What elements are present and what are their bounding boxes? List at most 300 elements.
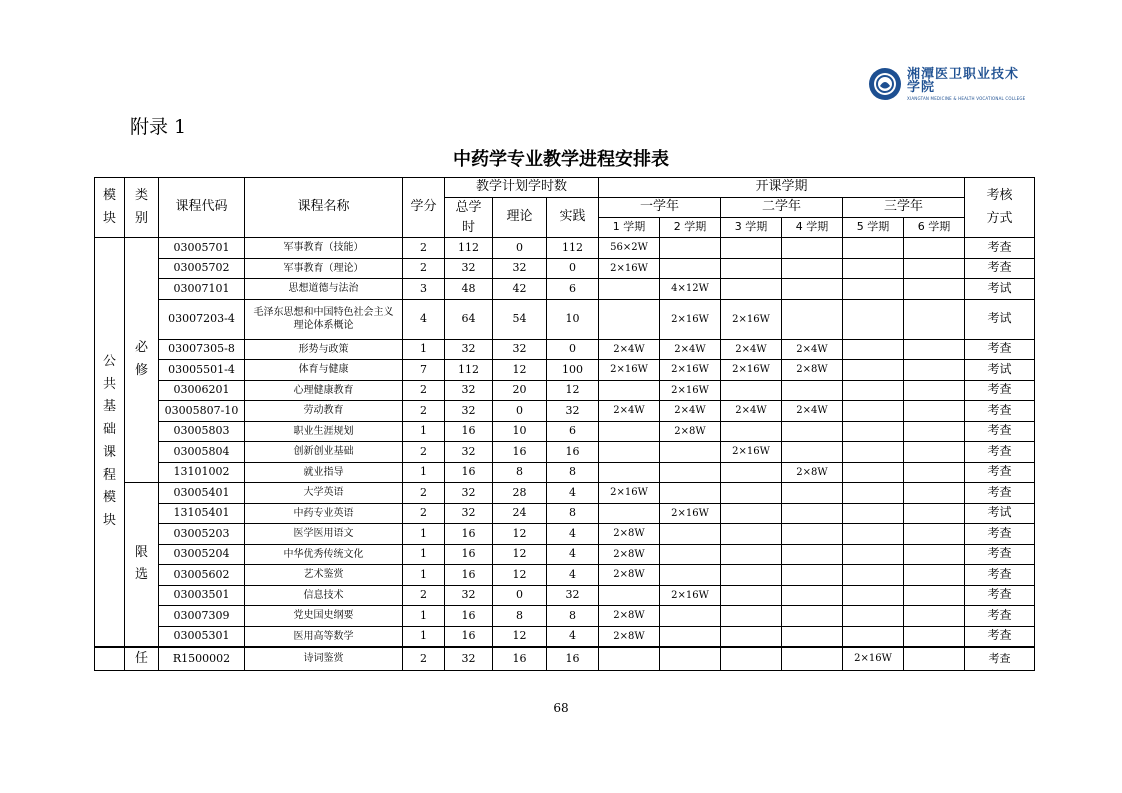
table-row xyxy=(95,339,1035,360)
semester-2-cell: 2×4W xyxy=(660,339,721,360)
practice-hours-cell: 4 xyxy=(547,524,599,545)
course-code: 03003501 xyxy=(159,585,245,606)
assessment-cell: 考查 xyxy=(965,565,1035,586)
category-elective-cell: 限 选 xyxy=(125,483,159,647)
semester-6-cell xyxy=(904,279,965,300)
semester-4-cell: 2×4W xyxy=(782,339,843,360)
semester-4-header: 4 学期 xyxy=(782,218,843,238)
semester-6-cell xyxy=(904,462,965,483)
credit-cell: 1 xyxy=(403,339,445,360)
practice-hours-cell: 6 xyxy=(547,279,599,300)
total-hours-cell: 32 xyxy=(445,483,493,504)
semester-2-cell xyxy=(660,524,721,545)
semester-4-cell xyxy=(782,647,843,671)
semester-6-cell xyxy=(904,299,965,339)
semester-6-cell xyxy=(904,442,965,463)
semester-4-cell xyxy=(782,421,843,442)
code-header: 课程代码 xyxy=(159,178,245,238)
theory-hours-cell: 54 xyxy=(493,299,547,339)
semester-1-cell: 56×2W xyxy=(599,238,660,259)
semester-3-cell xyxy=(721,258,782,279)
credit-cell: 2 xyxy=(403,503,445,524)
semester-4-cell xyxy=(782,238,843,259)
theory-hours-cell: 12 xyxy=(493,524,547,545)
total-hours-cell: 112 xyxy=(445,360,493,381)
course-code: 03007309 xyxy=(159,606,245,627)
semester-1-cell: 2×16W xyxy=(599,483,660,504)
credit-cell: 2 xyxy=(403,442,445,463)
course-name: 中华优秀传统文化 xyxy=(245,544,403,565)
table-row xyxy=(95,544,1035,565)
assessment-cell: 考查 xyxy=(965,483,1035,504)
semester-1-cell: 2×16W xyxy=(599,258,660,279)
semester-2-cell: 2×16W xyxy=(660,360,721,381)
theory-hours-cell: 32 xyxy=(493,339,547,360)
semester-1-cell xyxy=(599,647,660,671)
assessment-header: 考核 方式 xyxy=(965,178,1035,238)
semester-6-cell xyxy=(904,503,965,524)
total-hours-cell: 48 xyxy=(445,279,493,300)
course-name: 形势与政策 xyxy=(245,339,403,360)
course-name: 军事教育（技能） xyxy=(245,238,403,259)
semester-3-cell xyxy=(721,544,782,565)
table-row xyxy=(95,421,1035,442)
table-row xyxy=(95,626,1035,647)
assessment-cell: 考查 xyxy=(965,647,1035,671)
semester-4-cell: 2×8W xyxy=(782,360,843,381)
semester-4-cell xyxy=(782,606,843,627)
year-2-header: 二学年 xyxy=(721,198,843,218)
semester-1-cell: 2×8W xyxy=(599,524,660,545)
semester-3-cell xyxy=(721,279,782,300)
credit-header: 学分 xyxy=(403,178,445,238)
semester-3-cell xyxy=(721,626,782,647)
year-3-header: 三学年 xyxy=(843,198,965,218)
practice-hours-cell: 32 xyxy=(547,401,599,422)
college-name: 湘潭医卫职业技术学院 xyxy=(907,66,1020,95)
semester-1-cell xyxy=(599,380,660,401)
course-name: 心理健康教育 xyxy=(245,380,403,401)
semester-5-cell xyxy=(843,524,904,545)
course-code: 03007305-8 xyxy=(159,339,245,360)
semester-5-cell xyxy=(843,360,904,381)
total-hours-cell: 32 xyxy=(445,503,493,524)
semester-3-cell xyxy=(721,503,782,524)
semester-6-cell xyxy=(904,483,965,504)
semester-4-cell xyxy=(782,299,843,339)
year-1-header: 一学年 xyxy=(599,198,721,218)
course-name: 党史国史纲要 xyxy=(245,606,403,627)
theory-hours-cell: 10 xyxy=(493,421,547,442)
semester-2-cell: 2×16W xyxy=(660,585,721,606)
semester-5-cell xyxy=(843,380,904,401)
theory-hours-cell: 32 xyxy=(493,258,547,279)
page-number: 68 xyxy=(553,701,569,715)
semester-4-cell xyxy=(782,524,843,545)
semester-4-cell xyxy=(782,626,843,647)
theory-hours-cell: 12 xyxy=(493,544,547,565)
table-row xyxy=(95,442,1035,463)
total-hours-cell: 16 xyxy=(445,462,493,483)
total-hours-cell: 32 xyxy=(445,258,493,279)
semester-3-cell xyxy=(721,647,782,671)
assessment-cell: 考查 xyxy=(965,606,1035,627)
assessment-cell: 考查 xyxy=(965,339,1035,360)
semester-5-cell xyxy=(843,401,904,422)
practice-hours-cell: 6 xyxy=(547,421,599,442)
practice-header: 实践 xyxy=(547,198,599,238)
course-name: 信息技术 xyxy=(245,585,403,606)
table-row xyxy=(95,380,1035,401)
practice-hours-cell: 4 xyxy=(547,544,599,565)
semester-5-cell xyxy=(843,626,904,647)
practice-hours-cell: 4 xyxy=(547,626,599,647)
assessment-cell: 考试 xyxy=(965,279,1035,300)
semester-6-cell xyxy=(904,238,965,259)
name-header: 课程名称 xyxy=(245,178,403,238)
table-row xyxy=(95,462,1035,483)
table-row xyxy=(95,503,1035,524)
semester-3-cell xyxy=(721,462,782,483)
semester-3-header: 3 学期 xyxy=(721,218,782,238)
assessment-cell: 考查 xyxy=(965,401,1035,422)
semester-1-header: 1 学期 xyxy=(599,218,660,238)
semester-5-cell xyxy=(843,606,904,627)
college-emblem-icon xyxy=(868,67,902,101)
semester-2-cell xyxy=(660,565,721,586)
course-name: 军事教育（理论） xyxy=(245,258,403,279)
credit-cell: 2 xyxy=(403,380,445,401)
semester-4-cell xyxy=(782,565,843,586)
practice-hours-cell: 0 xyxy=(547,258,599,279)
course-name: 劳动教育 xyxy=(245,401,403,422)
semester-3-cell: 2×4W xyxy=(721,401,782,422)
practice-hours-cell: 8 xyxy=(547,503,599,524)
credit-cell: 2 xyxy=(403,483,445,504)
course-code: 03005701 xyxy=(159,238,245,259)
semester-5-cell xyxy=(843,462,904,483)
practice-hours-cell: 4 xyxy=(547,483,599,504)
semester-6-cell xyxy=(904,524,965,545)
credit-cell: 1 xyxy=(403,626,445,647)
semester-6-cell xyxy=(904,421,965,442)
course-code: 03005203 xyxy=(159,524,245,545)
assessment-cell: 考查 xyxy=(965,258,1035,279)
semester-4-cell xyxy=(782,585,843,606)
course-code: 03005702 xyxy=(159,258,245,279)
semester-6-cell xyxy=(904,360,965,381)
semester-6-cell xyxy=(904,585,965,606)
semester-5-header: 5 学期 xyxy=(843,218,904,238)
table-row xyxy=(95,483,1035,504)
semester-3-cell xyxy=(721,585,782,606)
table-row xyxy=(95,279,1035,300)
semester-6-cell xyxy=(904,544,965,565)
semester-3-cell: 2×16W xyxy=(721,442,782,463)
credit-cell: 2 xyxy=(403,647,445,671)
course-name: 体育与健康 xyxy=(245,360,403,381)
course-name: 医学医用语文 xyxy=(245,524,403,545)
semester-2-cell xyxy=(660,258,721,279)
assessment-cell: 考试 xyxy=(965,360,1035,381)
total-hours-cell: 32 xyxy=(445,647,493,671)
course-code: 03006201 xyxy=(159,380,245,401)
credit-cell: 2 xyxy=(403,585,445,606)
semester-5-cell xyxy=(843,238,904,259)
semester-3-cell: 2×4W xyxy=(721,339,782,360)
semester-2-cell xyxy=(660,238,721,259)
course-code: 03005807-10 xyxy=(159,401,245,422)
semester-2-cell xyxy=(660,626,721,647)
college-logo xyxy=(868,66,1026,102)
semester-2-cell xyxy=(660,647,721,671)
theory-hours-cell: 0 xyxy=(493,238,547,259)
semester-5-cell xyxy=(843,421,904,442)
semester-5-cell xyxy=(843,442,904,463)
schedule-table xyxy=(94,177,1035,671)
total-hours-cell: 16 xyxy=(445,544,493,565)
semester-2-cell: 2×16W xyxy=(660,380,721,401)
practice-hours-cell: 0 xyxy=(547,339,599,360)
semester-5-cell xyxy=(843,279,904,300)
module-empty-cell xyxy=(95,647,125,671)
course-code: R1500002 xyxy=(159,647,245,671)
semester-2-cell xyxy=(660,462,721,483)
semester-6-cell xyxy=(904,606,965,627)
assessment-cell: 考查 xyxy=(965,462,1035,483)
course-code: 03005602 xyxy=(159,565,245,586)
course-code: 13105401 xyxy=(159,503,245,524)
semester-6-cell xyxy=(904,401,965,422)
table-row xyxy=(95,585,1035,606)
semester-4-cell xyxy=(782,442,843,463)
semester-5-cell xyxy=(843,299,904,339)
semester-2-cell: 4×12W xyxy=(660,279,721,300)
semester-2-cell: 2×16W xyxy=(660,299,721,339)
table-row xyxy=(95,401,1035,422)
semester-1-cell: 2×8W xyxy=(599,626,660,647)
page-title: 中药学专业教学进程安排表 xyxy=(453,149,669,170)
semester-5-cell xyxy=(843,565,904,586)
college-english-name: XIANGTAN MEDICINE & HEALTH VOCATIONAL COLLEGE xyxy=(907,95,1026,101)
course-code: 03005204 xyxy=(159,544,245,565)
semester-6-header: 6 学期 xyxy=(904,218,965,238)
course-code: 03005803 xyxy=(159,421,245,442)
category-header: 类 别 xyxy=(125,178,159,238)
category-optional-cell: 任 xyxy=(125,647,159,671)
assessment-cell: 考查 xyxy=(965,238,1035,259)
course-code: 03007101 xyxy=(159,279,245,300)
practice-hours-cell: 8 xyxy=(547,462,599,483)
appendix-label: 附录 1 xyxy=(130,116,187,138)
semester-4-cell xyxy=(782,544,843,565)
semester-2-header: 2 学期 xyxy=(660,218,721,238)
semester-1-cell xyxy=(599,442,660,463)
assessment-cell: 考查 xyxy=(965,442,1035,463)
semester-6-cell xyxy=(904,339,965,360)
semester-2-cell: 2×8W xyxy=(660,421,721,442)
credit-cell: 1 xyxy=(403,524,445,545)
total-hours-cell: 32 xyxy=(445,442,493,463)
semester-2-cell xyxy=(660,544,721,565)
category-required-cell: 必 修 xyxy=(125,238,159,483)
credit-cell: 1 xyxy=(403,421,445,442)
credit-cell: 2 xyxy=(403,401,445,422)
semester-6-cell xyxy=(904,626,965,647)
course-code: 03005804 xyxy=(159,442,245,463)
practice-hours-cell: 100 xyxy=(547,360,599,381)
theory-header: 理论 xyxy=(493,198,547,238)
semester-2-cell: 2×4W xyxy=(660,401,721,422)
assessment-cell: 考查 xyxy=(965,585,1035,606)
semester-5-cell: 2×16W xyxy=(843,647,904,671)
credit-cell: 2 xyxy=(403,238,445,259)
table-row xyxy=(95,647,1035,671)
semester-3-cell: 2×16W xyxy=(721,360,782,381)
assessment-cell: 考查 xyxy=(965,626,1035,647)
table-row xyxy=(95,360,1035,381)
total-hours-cell: 112 xyxy=(445,238,493,259)
semester-3-cell xyxy=(721,380,782,401)
semester-1-cell: 2×16W xyxy=(599,360,660,381)
semester-6-cell xyxy=(904,380,965,401)
semester-4-cell xyxy=(782,279,843,300)
semester-1-cell: 2×4W xyxy=(599,339,660,360)
semester-1-cell: 2×8W xyxy=(599,565,660,586)
semester-6-cell xyxy=(904,258,965,279)
practice-hours-cell: 12 xyxy=(547,380,599,401)
semester-3-cell: 2×16W xyxy=(721,299,782,339)
semester-1-cell: 2×8W xyxy=(599,544,660,565)
semester-2-cell xyxy=(660,606,721,627)
semester-5-cell xyxy=(843,339,904,360)
table-row xyxy=(95,238,1035,259)
theory-hours-cell: 0 xyxy=(493,401,547,422)
semester-6-cell xyxy=(904,565,965,586)
assessment-cell: 考试 xyxy=(965,299,1035,339)
theory-hours-cell: 12 xyxy=(493,360,547,381)
practice-hours-cell: 16 xyxy=(547,442,599,463)
semester-1-cell xyxy=(599,462,660,483)
course-name: 大学英语 xyxy=(245,483,403,504)
assessment-cell: 考查 xyxy=(965,380,1035,401)
hours-group-header: 教学计划学时数 xyxy=(445,178,599,198)
total-hours-cell: 32 xyxy=(445,585,493,606)
semester-6-cell xyxy=(904,647,965,671)
semester-5-cell xyxy=(843,503,904,524)
semester-3-cell xyxy=(721,421,782,442)
table-row xyxy=(95,258,1035,279)
course-code: 03007203-4 xyxy=(159,299,245,339)
practice-hours-cell: 4 xyxy=(547,565,599,586)
semester-5-cell xyxy=(843,258,904,279)
course-code: 03005401 xyxy=(159,483,245,504)
semester-4-cell xyxy=(782,483,843,504)
total-hours-cell: 16 xyxy=(445,524,493,545)
header-row-1 xyxy=(95,178,1035,198)
total-hours-cell: 64 xyxy=(445,299,493,339)
semester-1-cell xyxy=(599,299,660,339)
theory-hours-cell: 16 xyxy=(493,647,547,671)
semester-2-cell: 2×16W xyxy=(660,503,721,524)
theory-hours-cell: 42 xyxy=(493,279,547,300)
total-hours-cell: 32 xyxy=(445,380,493,401)
credit-cell: 2 xyxy=(403,258,445,279)
course-name: 艺术鉴赏 xyxy=(245,565,403,586)
credit-cell: 1 xyxy=(403,544,445,565)
course-name: 医用高等数学 xyxy=(245,626,403,647)
total-hours-cell: 16 xyxy=(445,565,493,586)
table-row xyxy=(95,565,1035,586)
credit-cell: 3 xyxy=(403,279,445,300)
theory-hours-cell: 0 xyxy=(493,585,547,606)
semester-5-cell xyxy=(843,544,904,565)
assessment-cell: 考试 xyxy=(965,503,1035,524)
course-code: 03005501-4 xyxy=(159,360,245,381)
total-hours-cell: 16 xyxy=(445,606,493,627)
semester-1-cell xyxy=(599,421,660,442)
total-hours-cell: 32 xyxy=(445,401,493,422)
semester-1-cell xyxy=(599,279,660,300)
table-row xyxy=(95,606,1035,627)
table-row xyxy=(95,524,1035,545)
practice-hours-cell: 16 xyxy=(547,647,599,671)
theory-hours-cell: 12 xyxy=(493,565,547,586)
semester-1-cell: 2×8W xyxy=(599,606,660,627)
theory-hours-cell: 24 xyxy=(493,503,547,524)
course-name: 职业生涯规划 xyxy=(245,421,403,442)
semester-3-cell xyxy=(721,238,782,259)
total-hours-cell: 32 xyxy=(445,339,493,360)
semester-5-cell xyxy=(843,483,904,504)
semester-1-cell xyxy=(599,585,660,606)
practice-hours-cell: 32 xyxy=(547,585,599,606)
practice-hours-cell: 10 xyxy=(547,299,599,339)
course-name: 思想道德与法治 xyxy=(245,279,403,300)
course-code: 13101002 xyxy=(159,462,245,483)
semester-3-cell xyxy=(721,483,782,504)
course-name: 中药专业英语 xyxy=(245,503,403,524)
credit-cell: 1 xyxy=(403,606,445,627)
credit-cell: 1 xyxy=(403,462,445,483)
total-hours-header: 总学 时 xyxy=(445,198,493,238)
course-name: 诗词鉴赏 xyxy=(245,647,403,671)
practice-hours-cell: 8 xyxy=(547,606,599,627)
course-name: 创新创业基础 xyxy=(245,442,403,463)
semester-4-cell xyxy=(782,503,843,524)
credit-cell: 4 xyxy=(403,299,445,339)
semester-5-cell xyxy=(843,585,904,606)
semester-4-cell xyxy=(782,258,843,279)
total-hours-cell: 16 xyxy=(445,421,493,442)
course-code: 03005301 xyxy=(159,626,245,647)
theory-hours-cell: 20 xyxy=(493,380,547,401)
table-row xyxy=(95,299,1035,339)
semester-2-cell xyxy=(660,442,721,463)
semester-2-cell xyxy=(660,483,721,504)
credit-cell: 1 xyxy=(403,565,445,586)
module-header: 模 块 xyxy=(95,178,125,238)
total-hours-cell: 16 xyxy=(445,626,493,647)
course-name: 就业指导 xyxy=(245,462,403,483)
credit-cell: 7 xyxy=(403,360,445,381)
theory-hours-cell: 16 xyxy=(493,442,547,463)
course-name: 毛泽东思想和中国特色社会主义理论体系概论 xyxy=(245,299,403,339)
semester-3-cell xyxy=(721,606,782,627)
theory-hours-cell: 8 xyxy=(493,462,547,483)
assessment-cell: 考查 xyxy=(965,421,1035,442)
semester-1-cell xyxy=(599,503,660,524)
